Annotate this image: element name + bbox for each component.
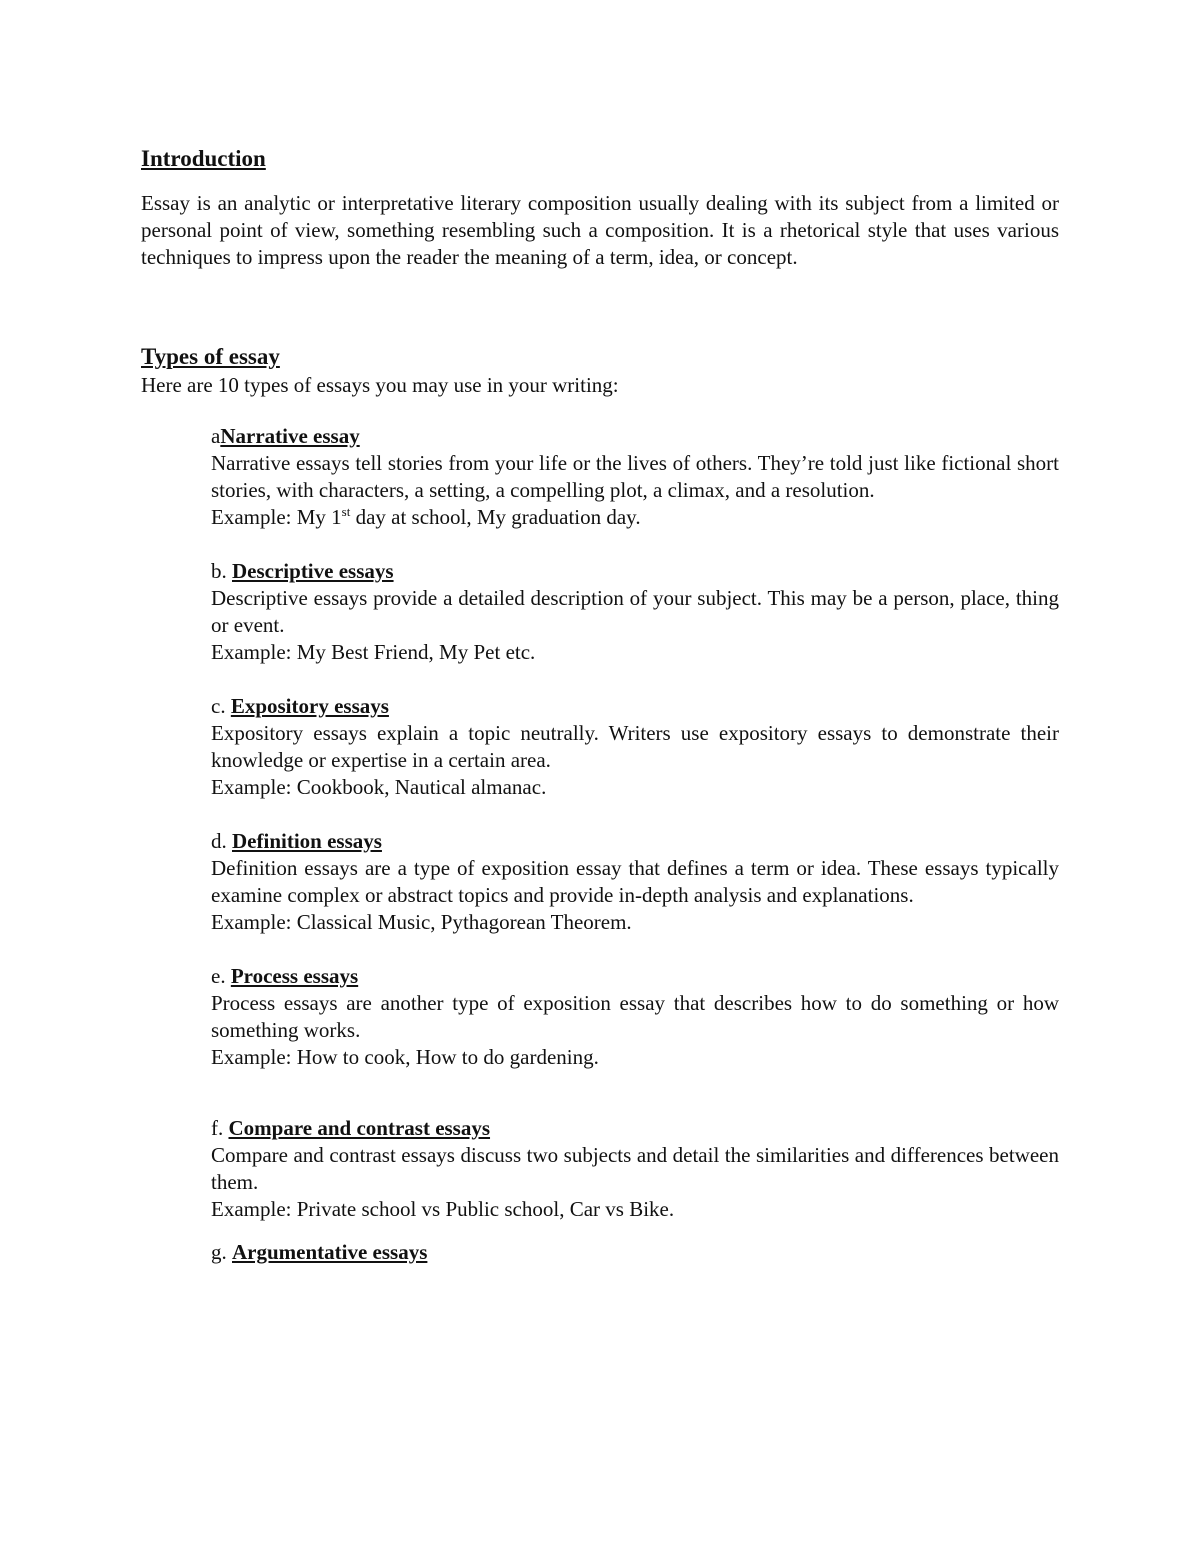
item-letter: b. (211, 559, 227, 583)
item-name: Descriptive essays (232, 559, 394, 583)
item-example: Example: Classical Music, Pythagorean Theorem. (211, 910, 632, 934)
document-page (141, 140, 1059, 1293)
item-title (211, 963, 1059, 990)
item-name: Narrative essay (220, 424, 360, 448)
item-description: Descriptive essays provide a detailed description of your subject. This may be a person, place, thing or event. (211, 586, 1059, 637)
list-item-compare-contrast (211, 1115, 1059, 1223)
types-lead-text: Here are 10 types of essays you may use in your writing: (141, 373, 619, 397)
item-letter: e. (211, 964, 226, 988)
item-title (211, 1115, 1059, 1142)
item-description: Compare and contrast essays discuss two subjects and detail the similarities and differences between them. (211, 1143, 1059, 1194)
item-name: Definition essays (232, 829, 382, 853)
item-letter: c. (211, 694, 226, 718)
item-example: Example: Private school vs Public school, Car vs Bike. (211, 1197, 675, 1221)
item-letter: g. (211, 1240, 227, 1264)
list-item-argumentative (211, 1239, 1059, 1266)
list-item-descriptive (211, 558, 1059, 666)
item-example: Example: How to cook, How to do gardening. (211, 1045, 599, 1069)
item-letter: d. (211, 829, 227, 853)
introduction-paragraph: Essay is an analytic or interpretative literary composition usually dealing with its subject from a limited or personal point of view, something resembling such a composition. It is a rhetorical style that uses various techniques to impress upon the reader the meaning of a term, idea, or concept. (141, 191, 1059, 269)
example-superscript: st (341, 504, 351, 519)
types-heading: Types of essay (141, 344, 280, 369)
list-item-process (211, 963, 1059, 1071)
item-title (211, 558, 1059, 585)
item-description: Definition essays are a type of exposition essay that defines a term or idea. These essays typically examine complex or abstract topics and provide in-depth analysis and explanations. (211, 856, 1059, 907)
essay-types-list (211, 423, 1059, 1266)
item-name: Argumentative essays (232, 1240, 428, 1264)
item-title (211, 693, 1059, 720)
item-title (211, 423, 1059, 450)
item-example: Example: Cookbook, Nautical almanac. (211, 775, 547, 799)
item-description: Expository essays explain a topic neutrally. Writers use expository essays to demonstrate their knowledge or expertise in a certain area. (211, 721, 1059, 772)
item-letter: a (211, 424, 221, 448)
item-description: Process essays are another type of exposition essay that describes how to do something or how something works. (211, 991, 1059, 1042)
item-description: Narrative essays tell stories from your life or the lives of others. They’re told just like fictional short stories, with characters, a setting, a compelling plot, a climax, and a resolution. (211, 451, 1059, 502)
item-title (211, 828, 1059, 855)
example-prefix: Example: My 1 (211, 505, 342, 529)
list-item-definition (211, 828, 1059, 936)
introduction-heading: Introduction (141, 146, 266, 171)
item-letter: f. (211, 1116, 224, 1140)
item-name: Process essays (230, 964, 359, 988)
example-suffix: day at school, My graduation day. (350, 505, 641, 529)
list-item-expository (211, 693, 1059, 801)
item-example: Example: My Best Friend, My Pet etc. (211, 640, 536, 664)
item-title (211, 1239, 1059, 1266)
item-name: Expository essays (230, 694, 389, 718)
item-example (211, 504, 1059, 531)
list-item-narrative (211, 423, 1059, 531)
item-name: Compare and contrast essays (228, 1116, 491, 1140)
